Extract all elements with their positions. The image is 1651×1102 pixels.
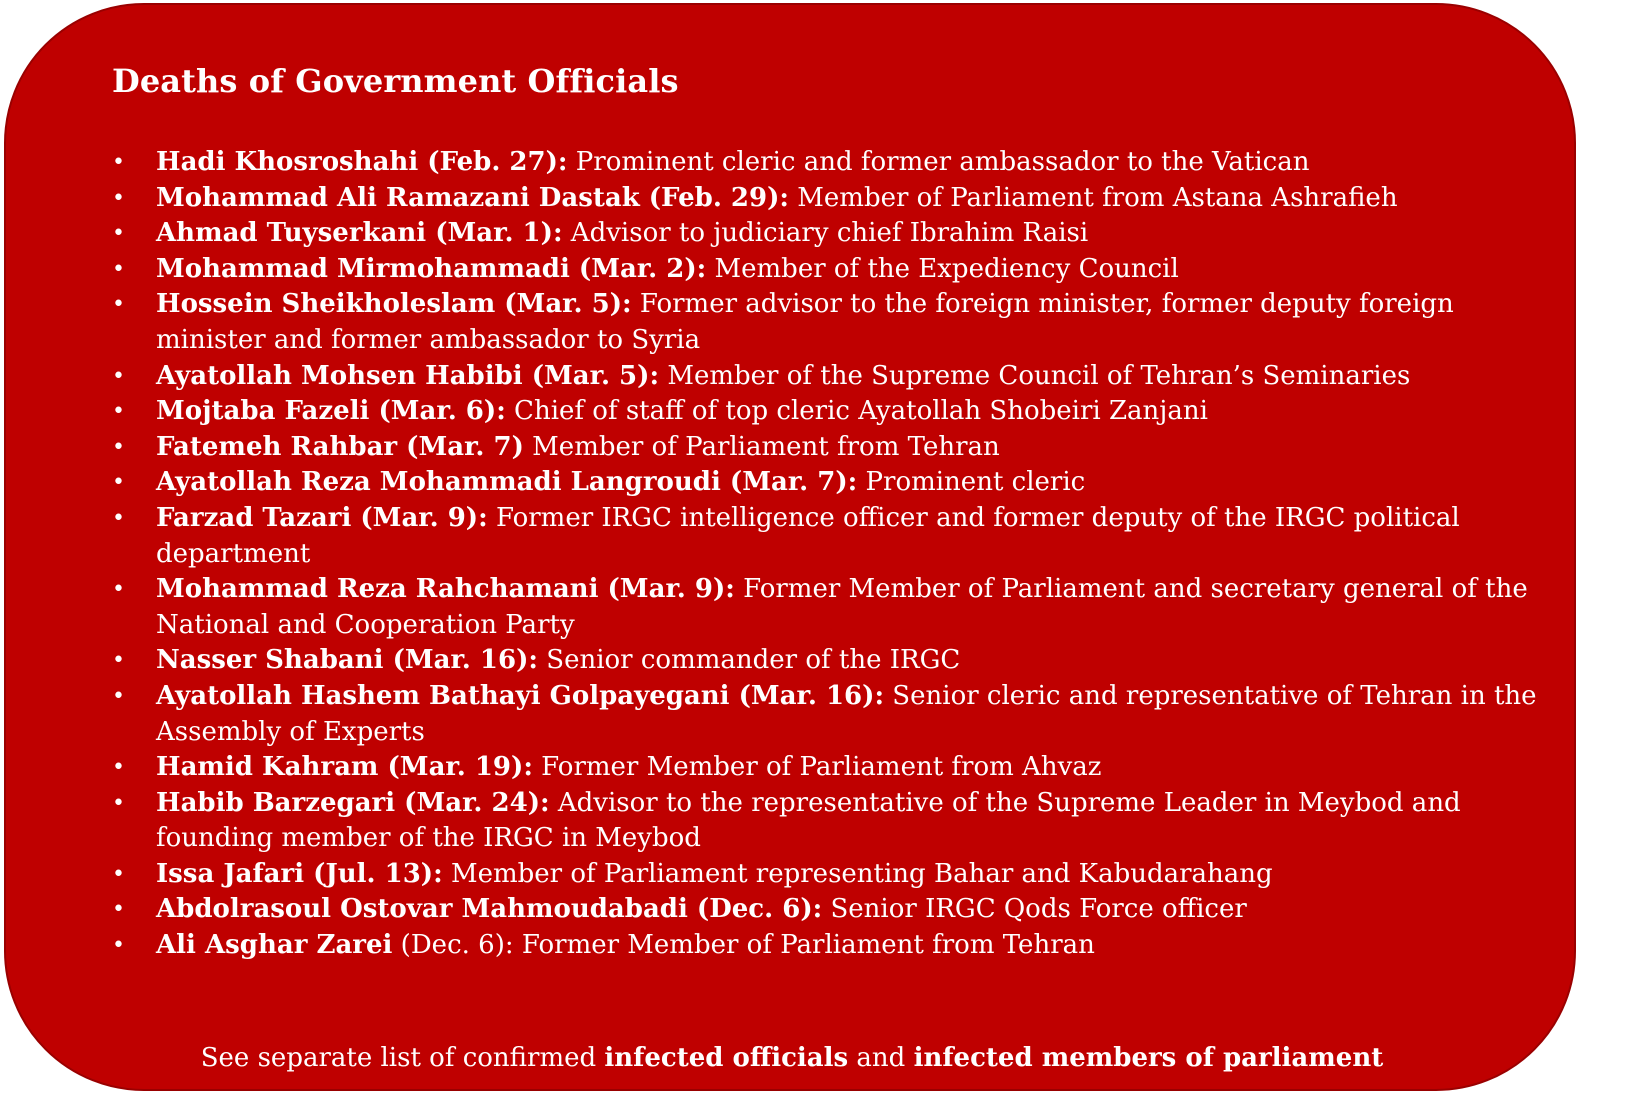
list-item [112, 750, 1552, 786]
list-item [112, 359, 1552, 395]
infected-officials-link[interactable]: infected officials [604, 1043, 849, 1073]
official-name: Habib Barzegari (Mar. 24): [156, 787, 550, 818]
official-description: Former IRGC intelligence officer and former deputy of the IRGC political department [156, 502, 1460, 569]
official-name: Ayatollah Reza Mohammadi Langroudi (Mar. 7): [156, 467, 858, 498]
official-description: Member of Parliament representing Bahar and Kabudarahang [442, 858, 1273, 889]
official-name: Ali Asghar Zarei [156, 930, 393, 961]
list-item [112, 465, 1552, 501]
official-description: (Dec. 6): Former Member of Parliament from Tehran [392, 930, 1095, 961]
list-item [112, 145, 1552, 181]
bullet-icon: • [112, 399, 125, 425]
footer-note [6, 1041, 1578, 1075]
official-description: Prominent cleric and former ambassador to the Vatican [567, 147, 1310, 177]
list-item [112, 679, 1552, 750]
bullet-icon: • [112, 150, 125, 175]
bullet-icon: • [112, 933, 125, 959]
bullet-icon: • [112, 221, 125, 247]
official-description: Member of Parliament from Tehran [523, 431, 1000, 462]
bullet-icon: • [112, 683, 125, 709]
list-item [112, 181, 1552, 217]
official-description: Senior cleric and representative of Tehran in the Assembly of Experts [156, 680, 1537, 747]
official-description: Former Member of Parliament from Ahvaz [532, 752, 1102, 783]
official-name: Mojtaba Fazeli (Mar. 6): [156, 396, 506, 427]
official-name: Hadi Khosroshahi (Feb. 27): [156, 147, 568, 177]
bullet-icon: • [112, 292, 125, 318]
official-description: Senior commander of the IRGC [538, 645, 961, 676]
bullet-icon: • [112, 434, 125, 460]
bullet-icon: • [112, 861, 125, 887]
list-item [112, 786, 1552, 857]
bullet-icon: • [112, 505, 125, 531]
official-description: Chief of staff of top cleric Ayatollah Shobeiri Zanjani [505, 396, 1208, 427]
list-item [112, 501, 1552, 572]
official-description: Member of the Expediency Council [706, 253, 1179, 284]
footer-prefix: See separate list of confirmed [200, 1043, 605, 1073]
official-name: Mohammad Mirmohammadi (Mar. 2): [156, 253, 707, 284]
official-name: Nasser Shabani (Mar. 16): [156, 645, 538, 676]
official-description: Member of Parliament from Astana Ashrafieh [789, 182, 1398, 213]
bullet-icon: • [112, 897, 125, 923]
bullet-icon: • [112, 577, 125, 603]
list-item [112, 572, 1552, 643]
official-description: Prominent cleric [857, 467, 1086, 498]
official-name: Fatemeh Rahbar (Mar. 7) [156, 431, 524, 462]
bullet-icon: • [112, 363, 125, 389]
official-name: Ayatollah Hashem Bathayi Golpayegani (Mar. 16): [156, 680, 885, 711]
footer-middle: and [848, 1043, 914, 1073]
bullet-icon: • [112, 256, 125, 282]
list-item [112, 252, 1552, 288]
bullet-icon: • [112, 790, 125, 816]
official-name: Ayatollah Mohsen Habibi (Mar. 5): [156, 360, 660, 391]
bullet-icon: • [112, 755, 125, 781]
official-description: Former advisor to the foreign minister, former deputy foreign minister and former ambassador to Syria [156, 289, 1454, 355]
list-item [112, 643, 1552, 679]
official-description: Senior IRGC Qods Force officer [822, 894, 1247, 925]
list-item [112, 394, 1552, 430]
list-item [112, 928, 1552, 964]
official-name: Abdolrasoul Ostovar Mahmoudabadi (Dec. 6): [156, 894, 823, 925]
official-name: Issa Jafari (Jul. 13): [156, 858, 443, 889]
official-name: Mohammad Ali Ramazani Dastak (Feb. 29): [156, 182, 790, 213]
officials-card [4, 3, 1576, 1091]
list-item [112, 430, 1552, 466]
infected-parliament-members-link[interactable]: infected members of parliament [913, 1043, 1384, 1073]
list-item [112, 857, 1552, 893]
bullet-icon: • [112, 648, 125, 674]
officials-list [112, 145, 1552, 964]
official-name: Hossein Sheikholeslam (Mar. 5): [156, 289, 632, 320]
official-description: Former Member of Parliament and secretary general of the National and Cooperation Party [156, 574, 1528, 640]
official-name: Mohammad Reza Rahchamani (Mar. 9): [156, 574, 735, 605]
card-title: Deaths of Government Officials [112, 62, 679, 100]
official-name: Hamid Kahram (Mar. 19): [156, 752, 533, 783]
official-description: Advisor to the representative of the Supreme Leader in Meybod and founding member of the IRGC in Meybod [156, 787, 1461, 854]
official-description: Advisor to judiciary chief Ibrahim Raisi [562, 218, 1089, 249]
bullet-icon: • [112, 185, 125, 211]
list-item [112, 892, 1552, 928]
list-item [112, 216, 1552, 252]
official-description: Member of the Supreme Council of Tehran’s Seminaries [659, 360, 1411, 391]
list-item [112, 287, 1552, 358]
official-name: Farzad Tazari (Mar. 9): [156, 502, 488, 533]
official-name: Ahmad Tuyserkani (Mar. 1): [156, 218, 563, 249]
bullet-icon: • [112, 470, 125, 496]
